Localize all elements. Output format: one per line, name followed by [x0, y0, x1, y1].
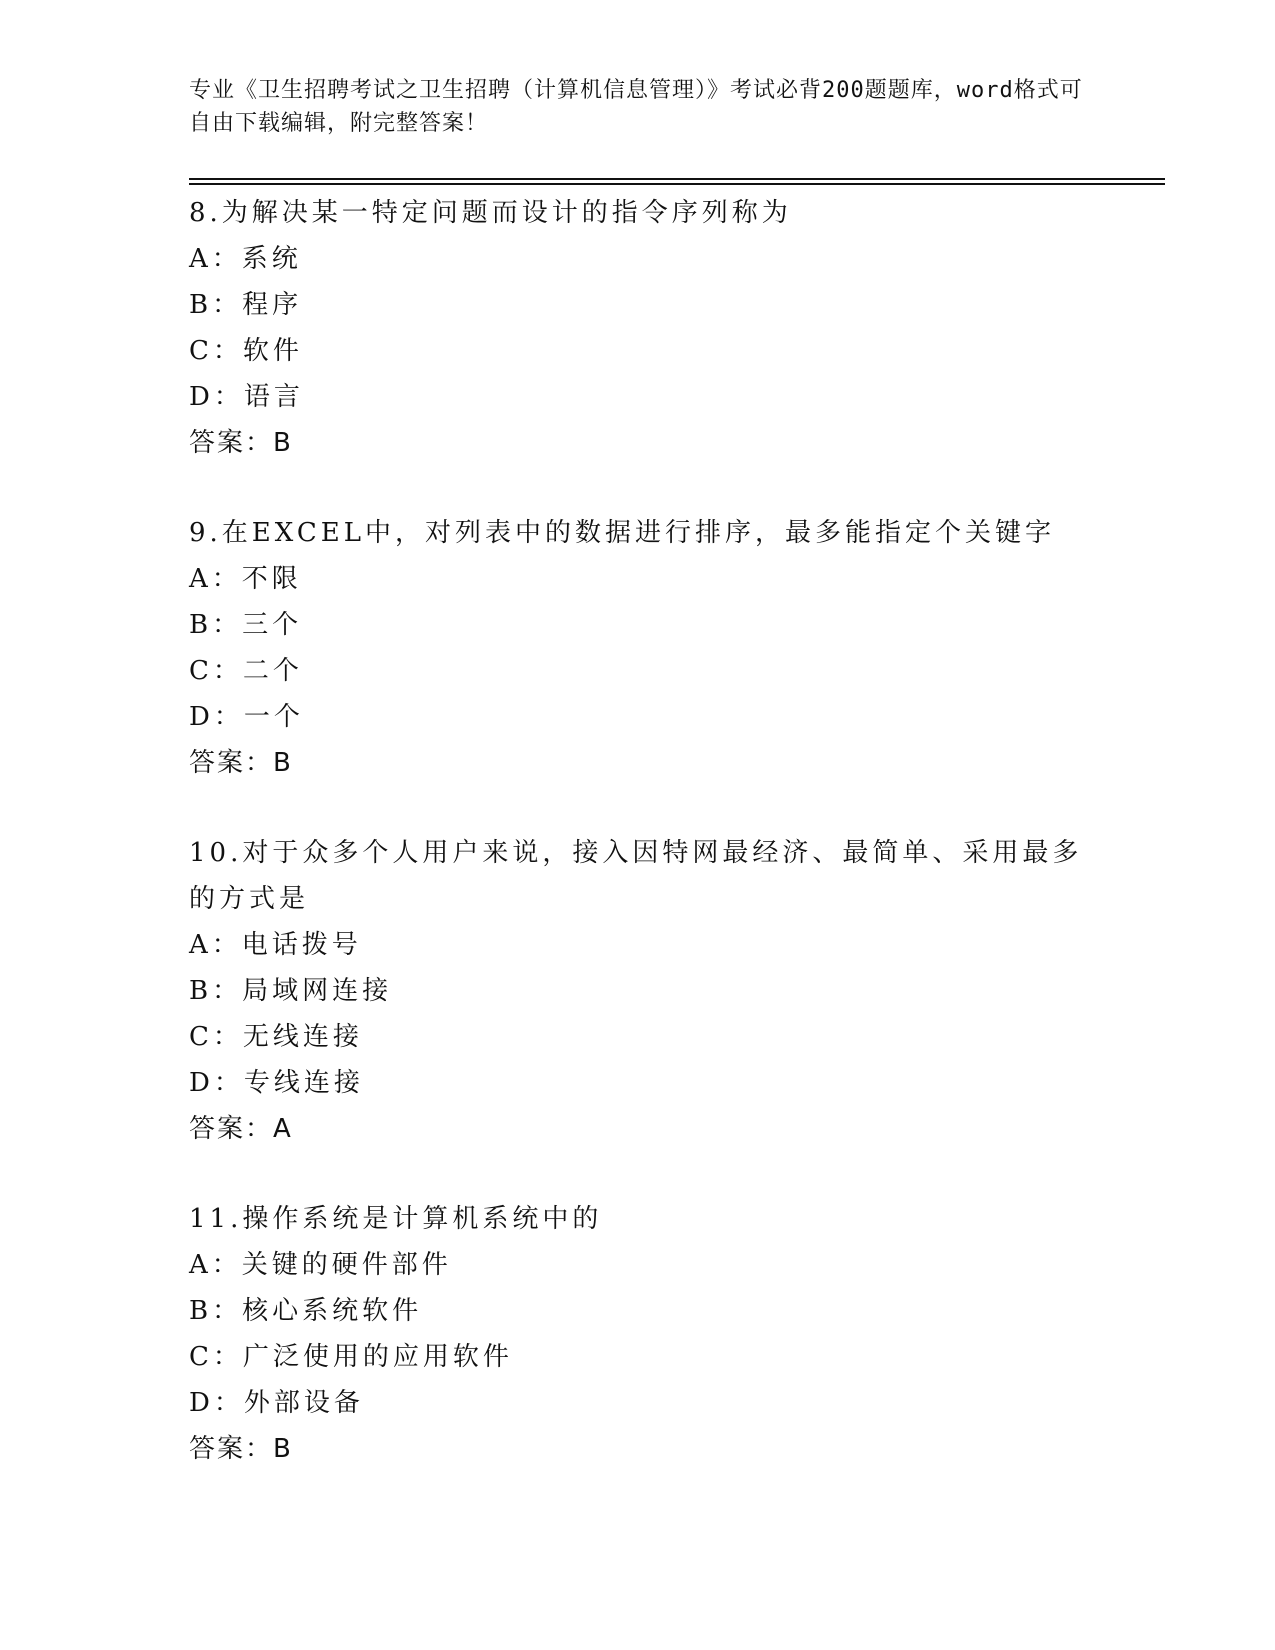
option-c: C：广泛使用的应用软件 [189, 1342, 513, 1372]
option-b: B：局域网连接 [189, 976, 393, 1006]
option-a: A：不限 [189, 564, 302, 594]
document-header: 专业《卫生招聘考试之卫生招聘（计算机信息管理）》考试必背200题题库，word格式可自由下载编辑，附完整答案！ [189, 78, 1083, 136]
option-c: C：二个 [189, 656, 303, 686]
option-a: A：关键的硬件部件 [189, 1250, 452, 1280]
question-10 [189, 830, 1089, 1152]
option-b: B：三个 [189, 610, 303, 640]
header-divider-bottom [189, 183, 1165, 185]
question-11 [189, 1196, 1089, 1472]
question-text: 9.在EXCEL中，对列表中的数据进行排序，最多能指定个关键字 [189, 518, 1055, 548]
question-text: 8.为解决某一特定问题而设计的指令序列称为 [189, 198, 792, 228]
answer-line: 答案：B [189, 428, 293, 458]
header-divider-top [189, 178, 1165, 180]
option-c: C：无线连接 [189, 1022, 363, 1052]
question-text: 11.操作系统是计算机系统中的 [189, 1204, 603, 1234]
question-8 [189, 190, 1089, 466]
option-d: D：语言 [189, 382, 304, 412]
option-c: C：软件 [189, 336, 303, 366]
question-list [189, 190, 1089, 1516]
option-b: B：核心系统软件 [189, 1296, 423, 1326]
option-b: B：程序 [189, 290, 303, 320]
option-d: D：专线连接 [189, 1068, 364, 1098]
question-9 [189, 510, 1089, 786]
option-a: A：系统 [189, 244, 302, 274]
answer-line: 答案：A [189, 1114, 293, 1144]
question-text: 10.对于众多个人用户来说，接入因特网最经济、最简单、采用最多的方式是 [189, 838, 1083, 914]
answer-line: 答案：B [189, 748, 293, 778]
option-d: D：一个 [189, 702, 304, 732]
answer-line: 答案：B [189, 1434, 293, 1464]
option-a: A：电话拨号 [189, 930, 362, 960]
option-d: D：外部设备 [189, 1388, 364, 1418]
